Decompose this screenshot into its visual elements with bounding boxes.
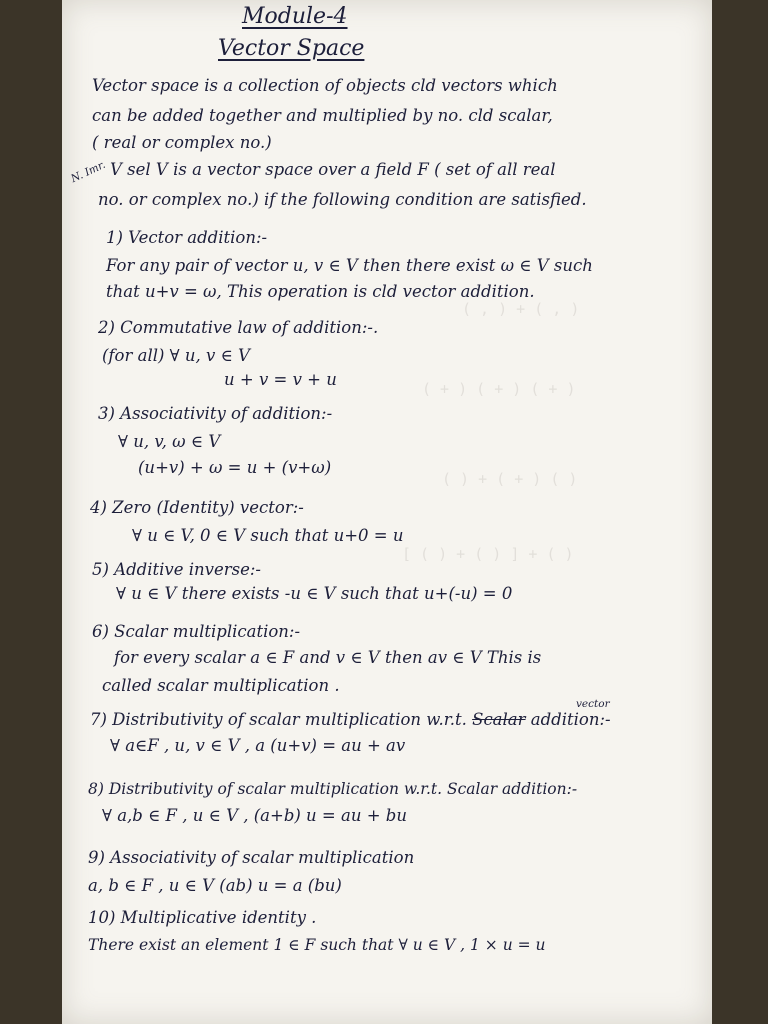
definition-line: no. or complex no.) if the following condition are satisfied. [98, 190, 587, 209]
axiom-heading: 5) Additive inverse:- [92, 560, 261, 579]
axiom-line: ∀ a,b ∈ F , u ∈ V , (a+b) u = au + bu [102, 806, 407, 825]
axiom-line: ∀ u ∈ V, 0 ∈ V such that u+0 = u [132, 526, 404, 545]
notebook-page [62, 0, 712, 1024]
axiom-heading: 9) Associativity of scalar multiplication [88, 848, 415, 867]
axiom-heading: 1) Vector addition:- [106, 228, 268, 247]
axiom-heading [90, 710, 611, 729]
intro-line: Vector space is a collection of objects cld vectors which [92, 76, 558, 95]
bleed-through-decoration: ( + ) ( + ) ( + ) [422, 380, 576, 398]
axiom-heading: 4) Zero (Identity) vector:- [90, 498, 304, 517]
note-marker: N. Imr. [69, 158, 108, 186]
axiom-line: There exist an element 1 ∈ F such that ∀ u ∈ V , 1 × u = u [88, 936, 546, 954]
axiom-line: (u+v) + ω = u + (v+ω) [138, 458, 332, 477]
page-title: Module-4 [242, 4, 348, 29]
axiom-line: u + v = v + u [224, 370, 337, 389]
axiom-heading-tail: addition:- [525, 710, 611, 729]
axiom-line: ∀ a∈F , u, v ∈ V , a (u+v) = au + av [110, 736, 406, 755]
axiom-line: a, b ∈ F , u ∈ V (ab) u = a (bu) [88, 876, 342, 895]
axiom-line: (for all) ∀ u, v ∈ V [102, 346, 250, 365]
intro-line: can be added together and multiplied by no. cld scalar, [92, 106, 553, 125]
axiom-heading: 3) Associativity of addition:- [98, 404, 333, 423]
axiom-heading: 6) Scalar multiplication:- [92, 622, 301, 641]
axiom-line: that u+v = ω, This operation is cld vector addition. [106, 282, 535, 301]
intro-line: ( real or complex no.) [92, 133, 272, 152]
axiom-heading: 10) Multiplicative identity . [88, 908, 317, 927]
correction-insert: vector [576, 698, 610, 710]
bleed-through-decoration: ( ) + ( + ) ( ) [442, 470, 578, 488]
axiom-line: ∀ u ∈ V there exists -u ∈ V such that u+(-u) = 0 [116, 584, 513, 603]
axiom-heading-text: 7) Distributivity of scalar multiplication w.r.t. [90, 710, 467, 729]
bleed-through-decoration: ( , ) + ( , ) [462, 300, 580, 318]
axiom-line: ∀ u, v, ω ∈ V [118, 432, 221, 451]
axiom-line: for every scalar a ∈ F and v ∈ V then av ∈ V This is [114, 648, 542, 667]
definition-line: V sel V is a vector space over a field F ( set of all real [110, 160, 556, 179]
axiom-line: For any pair of vector u, v ∈ V then there exist ω ∈ V such [106, 256, 593, 275]
bleed-through-decoration: [ ( ) + ( ) ] + ( ) [402, 545, 574, 563]
page-subtitle: Vector Space [218, 36, 365, 61]
axiom-heading: 8) Distributivity of scalar multiplication w.r.t. Scalar addition:- [88, 780, 578, 798]
axiom-line: called scalar multiplication . [102, 676, 340, 695]
struck-word: Scalar [472, 710, 526, 729]
axiom-heading: 2) Commutative law of addition:-. [98, 318, 379, 337]
